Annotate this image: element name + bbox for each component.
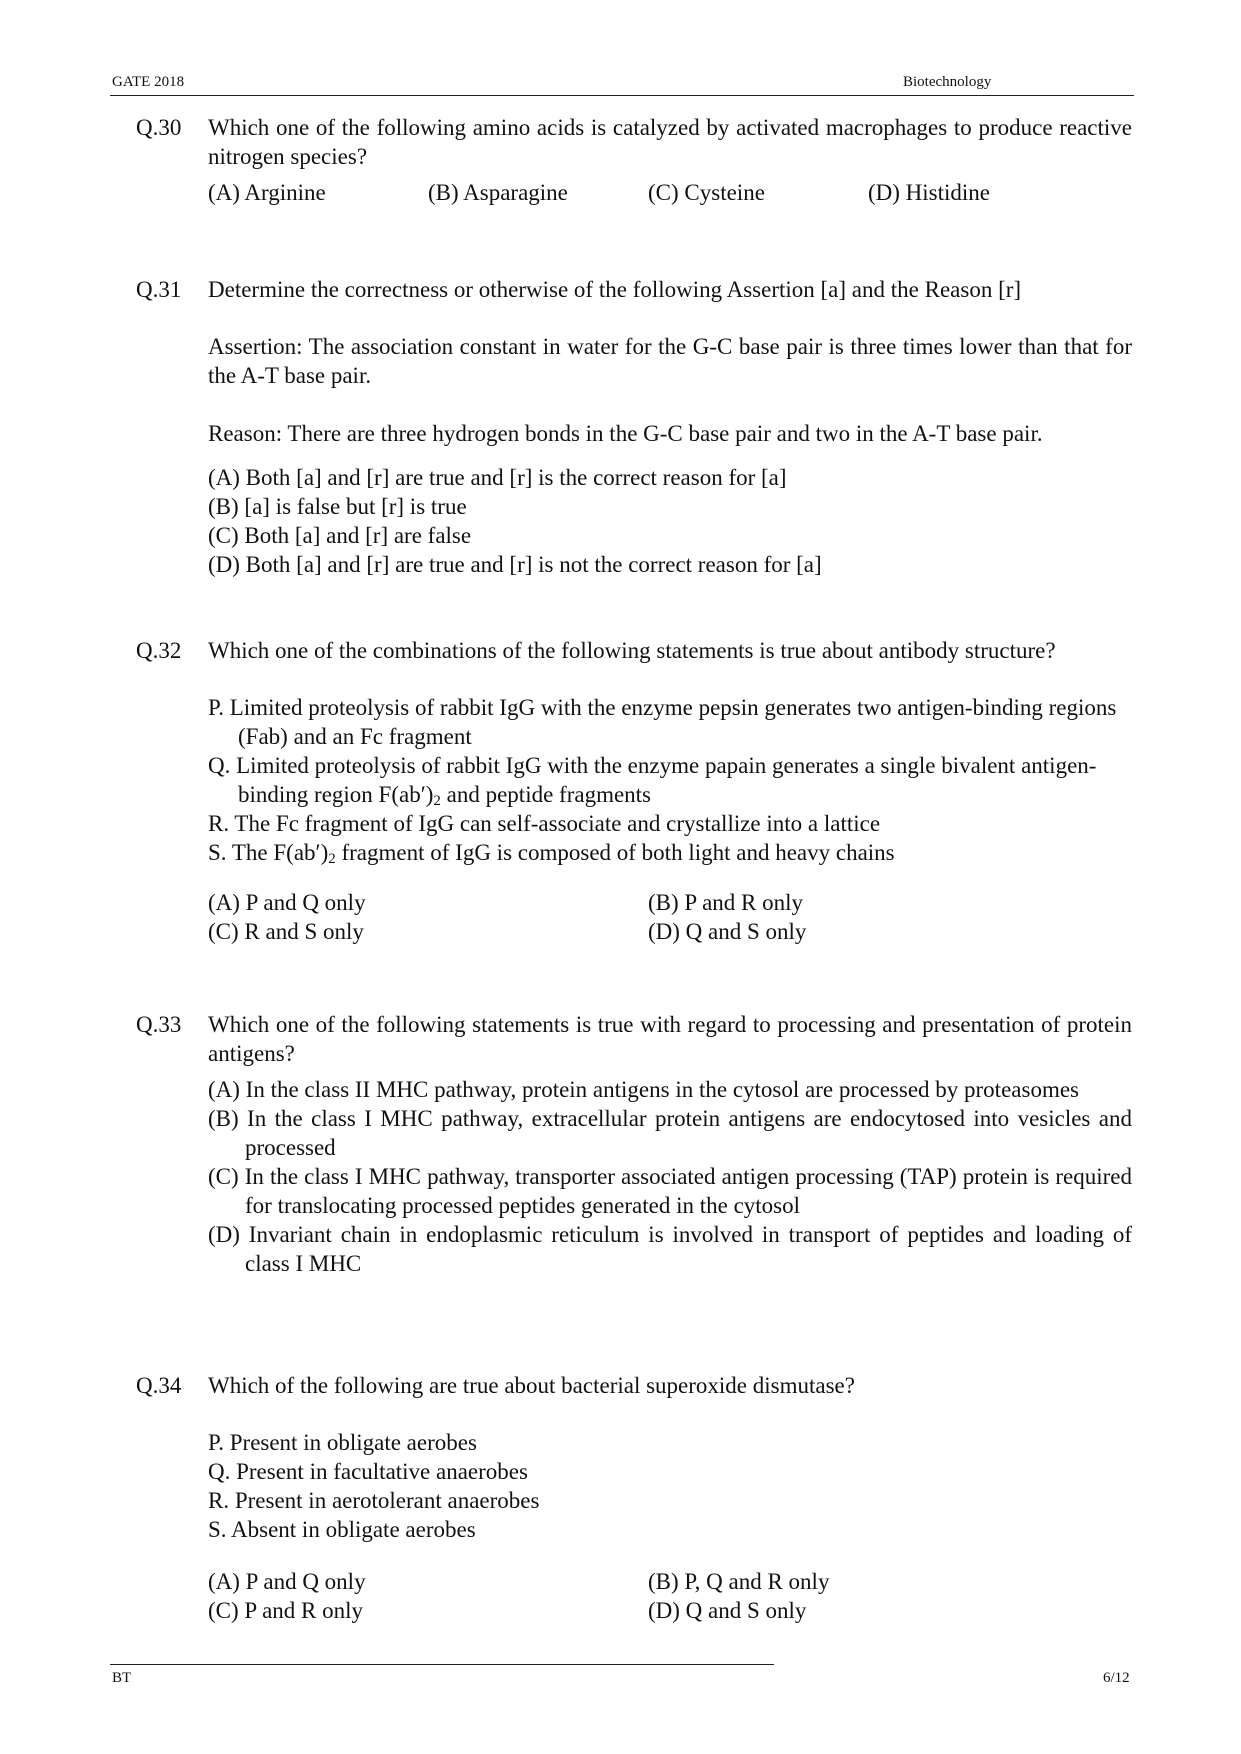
- header-exam-name: GATE 2018: [112, 74, 185, 90]
- option-b: (B) P and R only: [648, 890, 804, 915]
- option-a: (A) P and Q only: [208, 890, 366, 915]
- question-number: Q.32: [136, 638, 182, 663]
- option-d: (D) Q and S only: [648, 919, 807, 944]
- footer-divider: [110, 1664, 774, 1665]
- options: [208, 1567, 1132, 1625]
- question-text: Which one of the combinations of the following statements is true about antibody structure?: [208, 638, 1056, 663]
- reason-text: Reason: There are three hydrogen bonds in the G-C base pair and two in the A-T base pair.: [208, 421, 1043, 446]
- option-a: (A) Both [a] and [r] are true and [r] is the correct reason for [a]: [208, 465, 787, 490]
- statement-r: R. The Fc fragment of IgG can self-associate and crystallize into a lattice: [208, 811, 881, 836]
- option-b: (B) In the class I MHC pathway, extracellular protein antigens are endocytosed into vesicles and processed: [208, 1106, 1132, 1160]
- option-c: (C) P and R only: [208, 1598, 364, 1623]
- options: [208, 1075, 1132, 1278]
- option-c: (C) R and S only: [208, 919, 364, 944]
- options: [208, 463, 1132, 579]
- question-text: Which one of the following statements is true with regard to processing and presentation of protein antigens?: [208, 1012, 1132, 1066]
- statement-p: P. Present in obligate aerobes: [208, 1430, 477, 1455]
- option-c: (C) Cysteine: [648, 180, 765, 205]
- question-number: Q.34: [136, 1373, 182, 1398]
- options: [208, 888, 1132, 946]
- question-number: Q.33: [136, 1012, 182, 1037]
- footer-paper-code: BT: [112, 1670, 132, 1686]
- question-text: Which of the following are true about bacterial superoxide dismutase?: [208, 1373, 855, 1398]
- option-a: (A) P and Q only: [208, 1569, 366, 1594]
- assertion-text: Assertion: The association constant in water for the G-C base pair is three times lower than that for the A-T base pair.: [208, 334, 1132, 388]
- option-d: (D) Both [a] and [r] are true and [r] is not the correct reason for [a]: [208, 552, 822, 577]
- option-d: (D) Q and S only: [648, 1598, 807, 1623]
- statement-p: P. Limited proteolysis of rabbit IgG with the enzyme pepsin generates two antigen-binding regions (Fab) and an Fc fragment: [208, 695, 1117, 749]
- option-b: (B) Asparagine: [428, 180, 568, 205]
- question-text: Which one of the following amino acids is catalyzed by activated macrophages to produce reactive nitrogen species?: [208, 115, 1132, 169]
- option-a: (A) In the class II MHC pathway, protein antigens in the cytosol are processed by proteasomes: [208, 1077, 1079, 1102]
- statement-s: S. The $F(ab')_2$ fragment of IgG is composed of both light and heavy chains: [208, 840, 895, 867]
- statement-s: S. Absent in obligate aerobes: [208, 1517, 476, 1542]
- option-d: (D) Invariant chain in endoplasmic reticulum is involved in transport of peptides and loading of class I MHC: [208, 1222, 1132, 1276]
- statement-list: [208, 693, 1132, 867]
- statement-q: Q. Present in facultative anaerobes: [208, 1459, 528, 1484]
- question-text: Determine the correctness or otherwise of the following Assertion [a] and the Reason [r]: [208, 277, 1022, 302]
- statement-q: Q. Limited proteolysis of rabbit IgG with the enzyme papain generates a single bivalent antigen-binding region $F(ab')_2$ and peptide fragments: [208, 753, 1097, 809]
- statement-r: R. Present in aerotolerant anaerobes: [208, 1488, 540, 1513]
- option-c: (C) Both [a] and [r] are false: [208, 523, 472, 548]
- option-d: (D) Histidine: [868, 180, 991, 205]
- option-b: (B) P, Q and R only: [648, 1569, 830, 1594]
- header-subject: Biotechnology: [903, 74, 992, 90]
- page-number: 6/12: [1103, 1670, 1130, 1686]
- header-divider: [110, 95, 1134, 96]
- option-c: (C) In the class I MHC pathway, transporter associated antigen processing (TAP) protein is required for translocating processed peptides generated in the cytosol: [208, 1164, 1132, 1218]
- question-number: Q.30: [136, 115, 182, 140]
- question-number: Q.31: [136, 277, 182, 302]
- option-a: (A) Arginine: [208, 180, 326, 205]
- option-b: (B) [a] is false but [r] is true: [208, 494, 467, 519]
- statement-list: [208, 1428, 1132, 1544]
